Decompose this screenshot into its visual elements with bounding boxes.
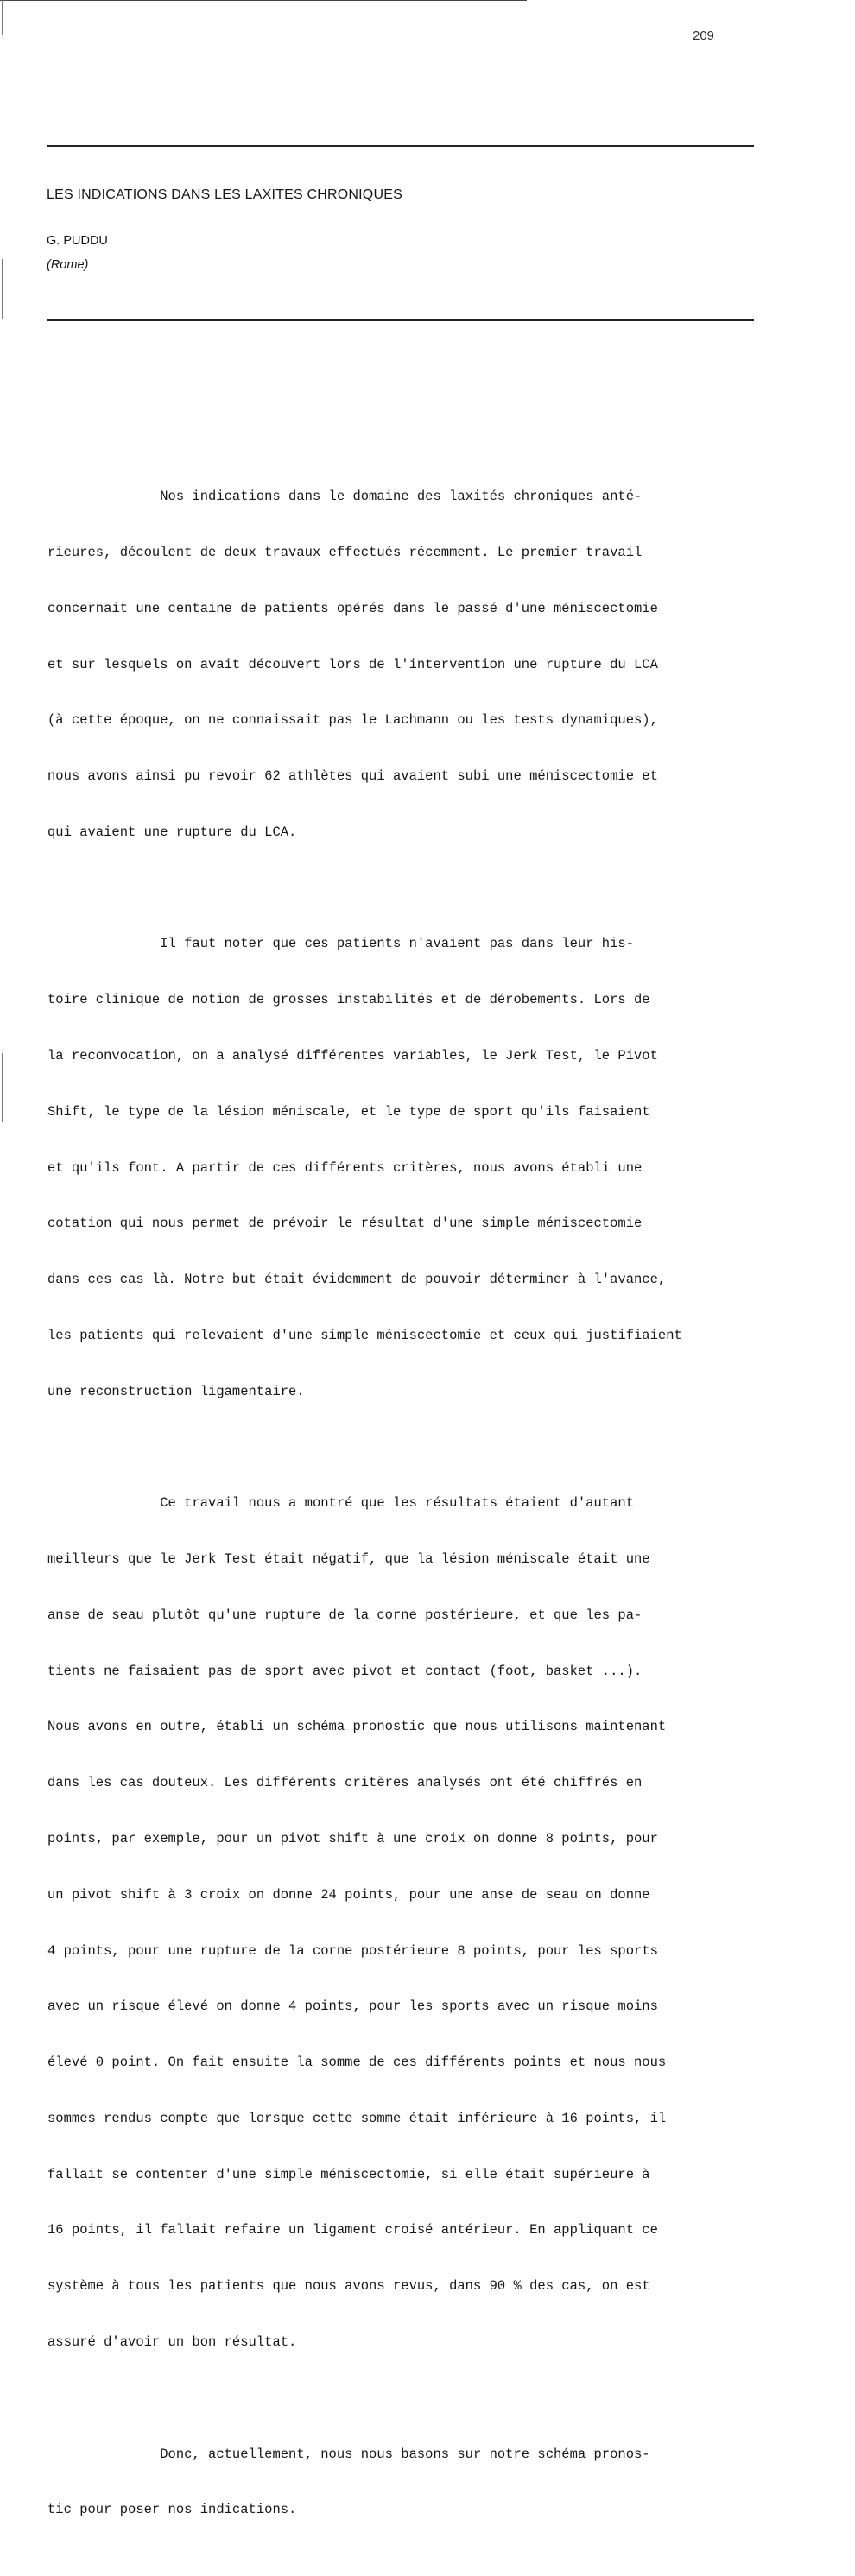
text-line: assuré d'avoir un bon résultat. (48, 2333, 297, 2350)
text-line: 16 points, il fallait refaire un ligament croisé antérieur. En appliquant ce (48, 2222, 658, 2238)
text-line: dans ces cas là. Notre but était évidemment de pouvoir déterminer à l'avance, (48, 1272, 667, 1288)
text-line: Shift, le type de la lésion méniscale, et le type de sport qu'ils faisaient (48, 1103, 650, 1120)
text-line: élevé 0 point. On fait ensuite la somme de ces différents points et nous nous (48, 2055, 667, 2071)
text-line: points, par exemple, pour un pivot shift à une croix on donne 8 points, pour (48, 1830, 658, 1847)
text-line: concernait une centaine de patients opérés dans le passé d'une méniscectomie (48, 600, 658, 616)
text-line: nous avons ainsi pu revoir 62 athlètes qui avaient subi une méniscectomie et (48, 768, 658, 785)
left-margin-mark (2, 0, 3, 35)
text-line: (à cette époque, on ne connaissait pas le Lachmann ou les tests dynamiques), (48, 712, 658, 729)
author-affiliation: (Rome) (47, 258, 89, 272)
top-edge-rule (0, 0, 527, 1)
text-line: et sur lesquels on avait découvert lors de l'intervention une rupture du LCA (48, 656, 658, 672)
text-line: fallait se contenter d'une simple méniscectomie, si elle était supérieure à (48, 2166, 650, 2182)
header-rule-top (48, 145, 754, 147)
left-margin-mark (2, 259, 3, 319)
paragraph-4 (48, 2408, 782, 2557)
text-line: et qu'ils font. A partir de ces différents critères, nous avons établi une (48, 1159, 643, 1176)
text-line: Nous avons en outre, établi un schéma pronostic que nous utilisons maintenant (48, 1719, 667, 1735)
text-line: meilleurs que le Jerk Test était négatif, que la lésion méniscale était une (48, 1551, 650, 1568)
text-line: rieures, découlent de deux travaux effectués récemment. Le premier travail (48, 544, 643, 560)
author-name: G. PUDDU (47, 234, 108, 248)
text-line: un pivot shift à 3 croix on donne 24 points, pour une anse de seau on donne (48, 1886, 650, 1903)
header-rule-bottom (48, 319, 754, 321)
paragraph-2 (48, 898, 782, 1438)
text-line: la reconvocation, on a analysé différentes variables, le Jerk Test, le Pivot (48, 1048, 658, 1064)
text-line: toire clinique de notion de grosses instabilités et de dérobements. Lors de (48, 992, 650, 1008)
text-line: les patients qui relevaient d'une simple méniscectomie et ceux qui justifiaient (48, 1327, 682, 1343)
page-number: 209 (693, 28, 715, 43)
text-line: avec un risque élevé on donne 4 points, pour les sports avec un risque moins (48, 1998, 658, 2015)
text-line: sommes rendus compte que lorsque cette somme était inférieure à 16 points, il (48, 2110, 667, 2126)
paragraph-3 (48, 1457, 782, 2390)
paragraph-1 (48, 451, 782, 880)
text-line: cotation qui nous permet de prévoir le résultat d'une simple méniscectomie (48, 1215, 643, 1232)
article-title: LES INDICATIONS DANS LES LAXITES CHRONIQUES (47, 187, 402, 202)
left-margin-mark (2, 1053, 3, 1122)
text-line: système à tous les patients que nous avons revus, dans 90 % des cas, on est (48, 2278, 650, 2295)
text-line: anse de seau plutôt qu'une rupture de la corne postérieure, et que les pa- (48, 1607, 643, 1623)
text-line: Ce travail nous a montré que les résultats étaient d'autant (48, 1495, 635, 1512)
article-body (48, 451, 782, 2576)
text-line: qui avaient une rupture du LCA. (48, 824, 297, 840)
text-line: une reconstruction ligamentaire. (48, 1383, 305, 1399)
text-line: tients ne faisaient pas de sport avec pivot et contact (foot, basket ...). (48, 1663, 643, 1679)
text-line: Nos indications dans le domaine des laxités chroniques anté- (48, 489, 643, 505)
text-line: 4 points, pour une rupture de la corne postérieure 8 points, pour les sports (48, 1942, 658, 1959)
text-line: dans les cas douteux. Les différents critères analysés ont été chiffrés en (48, 1775, 643, 1791)
text-line: Donc, actuellement, nous nous basons sur notre schéma pronos- (48, 2446, 650, 2462)
text-line: tic pour poser nos indications. (48, 2502, 297, 2518)
text-line: Il faut noter que ces patients n'avaient pas dans leur his- (48, 936, 635, 952)
